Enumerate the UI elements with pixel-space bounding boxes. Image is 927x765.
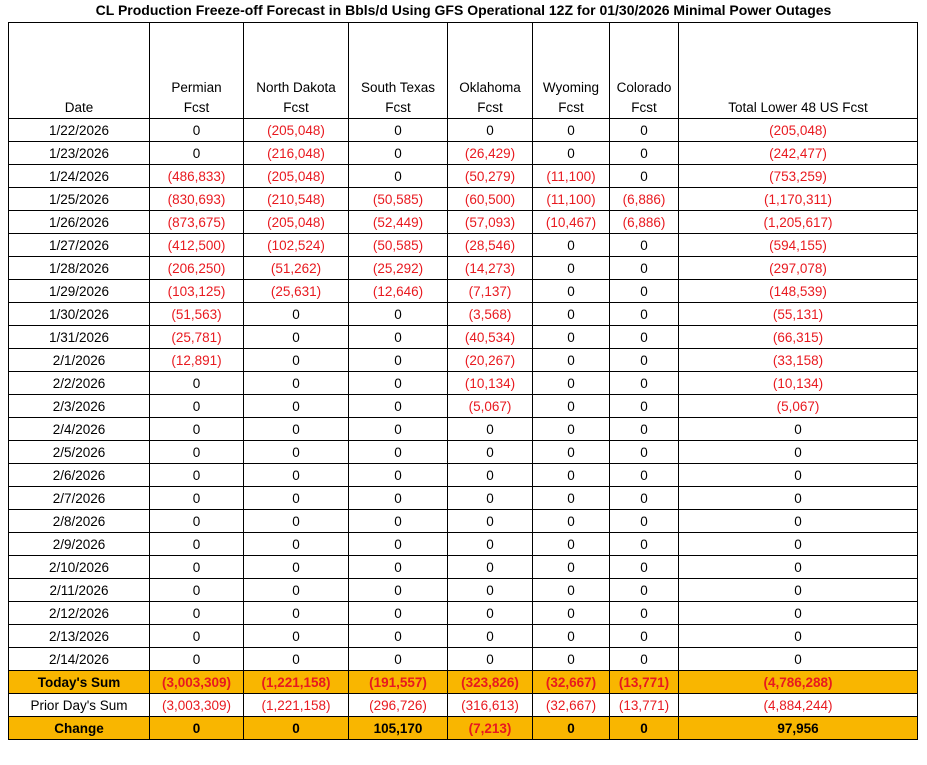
- colorado-cell: 0: [610, 441, 679, 464]
- total-lower-48-cell: (148,539): [679, 280, 918, 303]
- colorado-cell: 0: [610, 257, 679, 280]
- table-row: [9, 119, 918, 142]
- column-header-sublabel: Fcst: [283, 100, 309, 115]
- total-lower-48-cell: (1,205,617): [679, 211, 918, 234]
- wyoming-cell: 0: [533, 510, 610, 533]
- change-north-dakota-cell: 0: [244, 717, 349, 740]
- column-header-colorado: [610, 23, 679, 119]
- south-texas-cell: (50,585): [349, 188, 448, 211]
- permian-cell: 0: [150, 441, 244, 464]
- table-row: [9, 602, 918, 625]
- south-texas-cell: (25,292): [349, 257, 448, 280]
- south-texas-cell: 0: [349, 303, 448, 326]
- total-lower-48-cell: (33,158): [679, 349, 918, 372]
- total-lower-48-cell: (205,048): [679, 119, 918, 142]
- wyoming-cell: 0: [533, 280, 610, 303]
- table-row: [9, 464, 918, 487]
- total-lower-48-cell: (55,131): [679, 303, 918, 326]
- date-cell: 2/5/2026: [9, 441, 150, 464]
- total-lower-48-cell: 0: [679, 418, 918, 441]
- sum-wyoming-cell: (32,667): [533, 671, 610, 694]
- table-row: [9, 487, 918, 510]
- sum-colorado-cell: (13,771): [610, 671, 679, 694]
- column-header-sublabel: Fcst: [477, 100, 503, 115]
- oklahoma-cell: (14,273): [448, 257, 533, 280]
- table-row: [9, 234, 918, 257]
- oklahoma-cell: 0: [448, 579, 533, 602]
- permian-cell: 0: [150, 464, 244, 487]
- date-cell: 2/4/2026: [9, 418, 150, 441]
- colorado-cell: 0: [610, 625, 679, 648]
- change-total-lower-48-cell: 97,956: [679, 717, 918, 740]
- table-row: [9, 625, 918, 648]
- sum-south-texas-cell: (191,557): [349, 671, 448, 694]
- column-header-sublabel: Date: [64, 100, 94, 115]
- oklahoma-cell: (40,534): [448, 326, 533, 349]
- colorado-cell: 0: [610, 326, 679, 349]
- permian-cell: 0: [150, 119, 244, 142]
- permian-cell: (412,500): [150, 234, 244, 257]
- total-lower-48-cell: 0: [679, 533, 918, 556]
- north-dakota-cell: 0: [244, 487, 349, 510]
- total-lower-48-cell: 0: [679, 510, 918, 533]
- prior-wyoming-cell: (32,667): [533, 694, 610, 717]
- change-wyoming-cell: 0: [533, 717, 610, 740]
- colorado-cell: 0: [610, 556, 679, 579]
- total-lower-48-cell: 0: [679, 441, 918, 464]
- colorado-cell: 0: [610, 510, 679, 533]
- table-row: [9, 211, 918, 234]
- table-row: [9, 188, 918, 211]
- colorado-cell: 0: [610, 119, 679, 142]
- south-texas-cell: 0: [349, 464, 448, 487]
- wyoming-cell: 0: [533, 625, 610, 648]
- prior-south-texas-cell: (296,726): [349, 694, 448, 717]
- column-header-north-dakota: [244, 23, 349, 119]
- north-dakota-cell: 0: [244, 602, 349, 625]
- permian-cell: (12,891): [150, 349, 244, 372]
- wyoming-cell: 0: [533, 602, 610, 625]
- south-texas-cell: 0: [349, 510, 448, 533]
- wyoming-cell: (11,100): [533, 188, 610, 211]
- date-cell: 2/10/2026: [9, 556, 150, 579]
- table-row: [9, 556, 918, 579]
- table-row: [9, 648, 918, 671]
- north-dakota-cell: 0: [244, 510, 349, 533]
- north-dakota-cell: 0: [244, 418, 349, 441]
- permian-cell: (25,781): [150, 326, 244, 349]
- north-dakota-cell: (205,048): [244, 165, 349, 188]
- permian-cell: (206,250): [150, 257, 244, 280]
- date-cell: 1/27/2026: [9, 234, 150, 257]
- total-lower-48-cell: (753,259): [679, 165, 918, 188]
- total-lower-48-cell: 0: [679, 579, 918, 602]
- oklahoma-cell: 0: [448, 556, 533, 579]
- north-dakota-cell: (205,048): [244, 211, 349, 234]
- south-texas-cell: 0: [349, 602, 448, 625]
- date-cell: 1/29/2026: [9, 280, 150, 303]
- table-row: [9, 441, 918, 464]
- permian-cell: (486,833): [150, 165, 244, 188]
- oklahoma-cell: 0: [448, 602, 533, 625]
- oklahoma-cell: 0: [448, 441, 533, 464]
- total-lower-48-cell: 0: [679, 648, 918, 671]
- permian-cell: 0: [150, 142, 244, 165]
- north-dakota-cell: 0: [244, 648, 349, 671]
- north-dakota-cell: (216,048): [244, 142, 349, 165]
- column-header-label: Wyoming: [542, 80, 600, 95]
- colorado-cell: (6,886): [610, 188, 679, 211]
- wyoming-cell: 0: [533, 257, 610, 280]
- date-cell: 2/6/2026: [9, 464, 150, 487]
- oklahoma-cell: (3,568): [448, 303, 533, 326]
- total-lower-48-cell: (1,170,311): [679, 188, 918, 211]
- colorado-cell: 0: [610, 234, 679, 257]
- north-dakota-cell: 0: [244, 556, 349, 579]
- north-dakota-cell: 0: [244, 441, 349, 464]
- sum-total-lower-48-cell: (4,786,288): [679, 671, 918, 694]
- wyoming-cell: 0: [533, 142, 610, 165]
- south-texas-cell: 0: [349, 142, 448, 165]
- table-row: [9, 510, 918, 533]
- south-texas-cell: 0: [349, 579, 448, 602]
- permian-cell: (103,125): [150, 280, 244, 303]
- wyoming-cell: 0: [533, 579, 610, 602]
- oklahoma-cell: (60,500): [448, 188, 533, 211]
- total-lower-48-cell: 0: [679, 556, 918, 579]
- column-header-label: South Texas: [360, 80, 436, 95]
- permian-cell: 0: [150, 510, 244, 533]
- total-lower-48-cell: 0: [679, 464, 918, 487]
- permian-cell: 0: [150, 579, 244, 602]
- south-texas-cell: 0: [349, 487, 448, 510]
- permian-cell: 0: [150, 648, 244, 671]
- total-lower-48-cell: (10,134): [679, 372, 918, 395]
- total-lower-48-cell: (66,315): [679, 326, 918, 349]
- south-texas-cell: (12,646): [349, 280, 448, 303]
- north-dakota-cell: 0: [244, 326, 349, 349]
- table-row: [9, 257, 918, 280]
- table-row: [9, 165, 918, 188]
- permian-cell: (873,675): [150, 211, 244, 234]
- wyoming-cell: 0: [533, 487, 610, 510]
- south-texas-cell: 0: [349, 119, 448, 142]
- wyoming-cell: 0: [533, 234, 610, 257]
- north-dakota-cell: (205,048): [244, 119, 349, 142]
- permian-cell: 0: [150, 372, 244, 395]
- colorado-cell: 0: [610, 487, 679, 510]
- north-dakota-cell: 0: [244, 395, 349, 418]
- sum-north-dakota-cell: (1,221,158): [244, 671, 349, 694]
- forecast-table: [8, 22, 918, 740]
- permian-cell: (51,563): [150, 303, 244, 326]
- colorado-cell: 0: [610, 395, 679, 418]
- permian-cell: 0: [150, 395, 244, 418]
- wyoming-cell: 0: [533, 533, 610, 556]
- sum-oklahoma-cell: (323,826): [448, 671, 533, 694]
- oklahoma-cell: (10,134): [448, 372, 533, 395]
- date-cell: 1/30/2026: [9, 303, 150, 326]
- colorado-cell: 0: [610, 303, 679, 326]
- column-header-label: Oklahoma: [459, 80, 521, 95]
- prior-total-lower-48-cell: (4,884,244): [679, 694, 918, 717]
- oklahoma-cell: 0: [448, 487, 533, 510]
- oklahoma-cell: 0: [448, 418, 533, 441]
- colorado-cell: 0: [610, 349, 679, 372]
- south-texas-cell: 0: [349, 648, 448, 671]
- prior-row: [9, 694, 918, 717]
- date-cell: 1/24/2026: [9, 165, 150, 188]
- south-texas-cell: 0: [349, 372, 448, 395]
- header-row: [9, 23, 918, 119]
- oklahoma-cell: (5,067): [448, 395, 533, 418]
- date-cell: 2/7/2026: [9, 487, 150, 510]
- wyoming-cell: 0: [533, 303, 610, 326]
- column-header-sublabel: Fcst: [385, 100, 411, 115]
- table-row: [9, 303, 918, 326]
- permian-cell: 0: [150, 602, 244, 625]
- south-texas-cell: 0: [349, 395, 448, 418]
- total-lower-48-cell: (242,477): [679, 142, 918, 165]
- table-body: [9, 119, 918, 740]
- table-title: CL Production Freeze-off Forecast in Bbls/d Using GFS Operational 12Z for 01/30/2026 Minimal Power Outages: [95, 2, 832, 18]
- permian-cell: 0: [150, 556, 244, 579]
- date-cell: 2/12/2026: [9, 602, 150, 625]
- prior-north-dakota-cell: (1,221,158): [244, 694, 349, 717]
- table-row: [9, 349, 918, 372]
- wyoming-cell: 0: [533, 349, 610, 372]
- prior-colorado-cell: (13,771): [610, 694, 679, 717]
- south-texas-cell: 0: [349, 556, 448, 579]
- permian-cell: (830,693): [150, 188, 244, 211]
- oklahoma-cell: 0: [448, 510, 533, 533]
- table-row: [9, 142, 918, 165]
- north-dakota-cell: 0: [244, 303, 349, 326]
- sum-row-label: Today's Sum: [9, 671, 150, 694]
- wyoming-cell: 0: [533, 648, 610, 671]
- column-header-permian: [150, 23, 244, 119]
- total-lower-48-cell: (297,078): [679, 257, 918, 280]
- change-row: [9, 717, 918, 740]
- oklahoma-cell: (28,546): [448, 234, 533, 257]
- north-dakota-cell: 0: [244, 625, 349, 648]
- table-row: [9, 579, 918, 602]
- total-lower-48-cell: 0: [679, 602, 918, 625]
- oklahoma-cell: 0: [448, 533, 533, 556]
- oklahoma-cell: (57,093): [448, 211, 533, 234]
- oklahoma-cell: (26,429): [448, 142, 533, 165]
- colorado-cell: 0: [610, 280, 679, 303]
- change-south-texas-cell: 105,170: [349, 717, 448, 740]
- south-texas-cell: (52,449): [349, 211, 448, 234]
- wyoming-cell: 0: [533, 119, 610, 142]
- oklahoma-cell: 0: [448, 119, 533, 142]
- wyoming-cell: 0: [533, 418, 610, 441]
- colorado-cell: 0: [610, 418, 679, 441]
- column-header-sublabel: Fcst: [558, 100, 584, 115]
- north-dakota-cell: 0: [244, 349, 349, 372]
- column-header-date: [9, 23, 150, 119]
- column-header-sublabel: Fcst: [183, 100, 210, 115]
- wyoming-cell: (10,467): [533, 211, 610, 234]
- colorado-cell: 0: [610, 602, 679, 625]
- total-lower-48-cell: (5,067): [679, 395, 918, 418]
- colorado-cell: 0: [610, 533, 679, 556]
- date-cell: 2/1/2026: [9, 349, 150, 372]
- date-cell: 1/31/2026: [9, 326, 150, 349]
- wyoming-cell: 0: [533, 326, 610, 349]
- wyoming-cell: 0: [533, 441, 610, 464]
- oklahoma-cell: (7,137): [448, 280, 533, 303]
- colorado-cell: 0: [610, 372, 679, 395]
- colorado-cell: 0: [610, 464, 679, 487]
- south-texas-cell: 0: [349, 441, 448, 464]
- column-header-total-lower-48: [679, 23, 918, 119]
- change-row-label: Change: [9, 717, 150, 740]
- north-dakota-cell: (210,548): [244, 188, 349, 211]
- oklahoma-cell: (50,279): [448, 165, 533, 188]
- change-permian-cell: 0: [150, 717, 244, 740]
- column-header-label: North Dakota: [256, 80, 336, 95]
- wyoming-cell: (11,100): [533, 165, 610, 188]
- table-row: [9, 395, 918, 418]
- table-row: [9, 280, 918, 303]
- table-row: [9, 372, 918, 395]
- north-dakota-cell: 0: [244, 464, 349, 487]
- column-header-sublabel: Fcst: [631, 100, 657, 115]
- oklahoma-cell: (20,267): [448, 349, 533, 372]
- oklahoma-cell: 0: [448, 625, 533, 648]
- colorado-cell: 0: [610, 579, 679, 602]
- permian-cell: 0: [150, 418, 244, 441]
- date-cell: 2/3/2026: [9, 395, 150, 418]
- south-texas-cell: (50,585): [349, 234, 448, 257]
- south-texas-cell: 0: [349, 533, 448, 556]
- date-cell: 2/11/2026: [9, 579, 150, 602]
- north-dakota-cell: (51,262): [244, 257, 349, 280]
- north-dakota-cell: (102,524): [244, 234, 349, 257]
- prior-oklahoma-cell: (316,613): [448, 694, 533, 717]
- date-cell: 2/9/2026: [9, 533, 150, 556]
- column-header-south-texas: [349, 23, 448, 119]
- change-oklahoma-cell: (7,213): [448, 717, 533, 740]
- date-cell: 1/23/2026: [9, 142, 150, 165]
- colorado-cell: 0: [610, 142, 679, 165]
- north-dakota-cell: 0: [244, 533, 349, 556]
- south-texas-cell: 0: [349, 326, 448, 349]
- sum-row: [9, 671, 918, 694]
- total-lower-48-cell: (594,155): [679, 234, 918, 257]
- colorado-cell: 0: [610, 165, 679, 188]
- south-texas-cell: 0: [349, 349, 448, 372]
- north-dakota-cell: 0: [244, 372, 349, 395]
- oklahoma-cell: 0: [448, 648, 533, 671]
- wyoming-cell: 0: [533, 372, 610, 395]
- wyoming-cell: 0: [533, 464, 610, 487]
- date-cell: 1/22/2026: [9, 119, 150, 142]
- south-texas-cell: 0: [349, 165, 448, 188]
- total-lower-48-cell: 0: [679, 487, 918, 510]
- date-cell: 2/2/2026: [9, 372, 150, 395]
- column-header-label: Colorado: [616, 80, 672, 95]
- south-texas-cell: 0: [349, 625, 448, 648]
- south-texas-cell: 0: [349, 418, 448, 441]
- date-cell: 1/26/2026: [9, 211, 150, 234]
- table-row: [9, 533, 918, 556]
- prior-permian-cell: (3,003,309): [150, 694, 244, 717]
- date-cell: 2/14/2026: [9, 648, 150, 671]
- date-cell: 2/8/2026: [9, 510, 150, 533]
- wyoming-cell: 0: [533, 395, 610, 418]
- column-header-sublabel: Total Lower 48 US Fcst: [728, 100, 868, 115]
- north-dakota-cell: 0: [244, 579, 349, 602]
- permian-cell: 0: [150, 625, 244, 648]
- table-row: [9, 326, 918, 349]
- prior-row-label: Prior Day's Sum: [9, 694, 150, 717]
- permian-cell: 0: [150, 487, 244, 510]
- colorado-cell: (6,886): [610, 211, 679, 234]
- sum-permian-cell: (3,003,309): [150, 671, 244, 694]
- total-lower-48-cell: 0: [679, 625, 918, 648]
- column-header-wyoming: [533, 23, 610, 119]
- colorado-cell: 0: [610, 648, 679, 671]
- north-dakota-cell: (25,631): [244, 280, 349, 303]
- column-header-oklahoma: [448, 23, 533, 119]
- date-cell: 1/28/2026: [9, 257, 150, 280]
- column-header-label: Permian: [171, 80, 222, 95]
- table-row: [9, 418, 918, 441]
- change-colorado-cell: 0: [610, 717, 679, 740]
- date-cell: 2/13/2026: [9, 625, 150, 648]
- permian-cell: 0: [150, 533, 244, 556]
- date-cell: 1/25/2026: [9, 188, 150, 211]
- wyoming-cell: 0: [533, 556, 610, 579]
- oklahoma-cell: 0: [448, 464, 533, 487]
